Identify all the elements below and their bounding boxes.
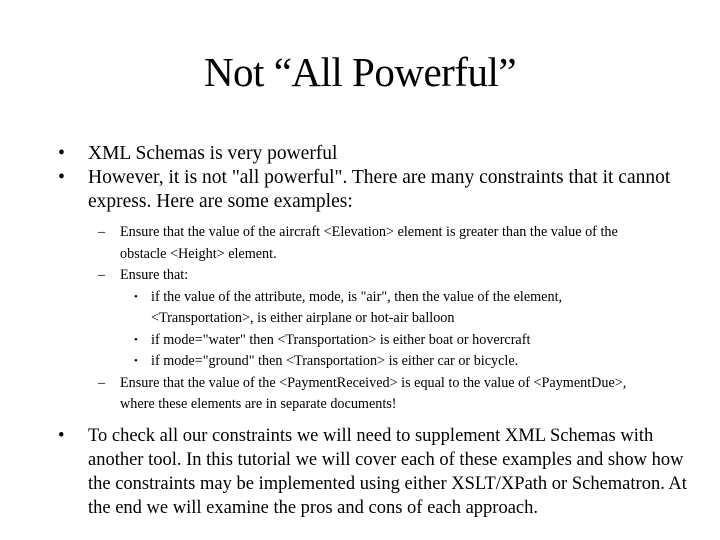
sub-sub-bullet-ground: [58, 351, 663, 373]
sub-sub-bullet-text: if mode="ground" then <Transportation> is either car or bicycle.: [151, 353, 519, 369]
sub-sub-bullet-air: [58, 287, 663, 330]
examples-list: [58, 222, 663, 416]
bullet-supplement-tool: [58, 424, 698, 520]
slide-title: Not “All Powerful”: [203, 49, 517, 95]
bullet-marker: •: [58, 425, 65, 446]
sub-bullet-elevation: [58, 222, 663, 265]
dot-marker: •: [134, 290, 138, 303]
bullet-marker: •: [58, 143, 65, 164]
sub-bullet-ensure-that: [58, 265, 663, 287]
bullet-marker: •: [58, 167, 65, 188]
bullet-not-all-powerful: [58, 166, 698, 214]
sub-sub-bullet-text: if the value of the attribute, mode, is "air", then the value of the element, <Transportation>, is either airplane or hot-air balloon: [151, 288, 563, 326]
bullet-text: XML Schemas is very powerful: [88, 143, 338, 164]
slide-body: [58, 142, 698, 520]
sub-bullet-text: Ensure that the value of the aircraft <Elevation> element is greater than the value of the obstacle <Height> element.: [120, 224, 618, 262]
sub-bullet-text: Ensure that:: [120, 267, 189, 283]
dot-marker: •: [134, 355, 138, 367]
dash-marker: –: [98, 267, 106, 283]
sub-bullet-text: Ensure that the value of the <PaymentReceived> is equal to the value of <PaymentDue>, where these elements are in separate documents!: [120, 374, 627, 412]
dash-marker: –: [98, 224, 106, 240]
bullet-text: To check all our constraints we will need to supplement XML Schemas with another tool. In this tutorial we will cover each of these examples and show how the constraints may be implemented using either XSLT/XPath or Schematron. At the end we will examine the pros and cons of each approach.: [88, 425, 687, 518]
sub-bullet-payment: [58, 373, 663, 416]
sub-sub-bullet-text: if mode="water" then <Transportation> is either boat or hovercraft: [151, 331, 531, 348]
dot-marker: •: [134, 333, 138, 346]
sub-sub-bullet-water: [58, 330, 663, 352]
bullet-schemas-powerful: [58, 142, 698, 166]
bullet-text: However, it is not "all powerful". There are many constraints that it cannot express. Here are some examples:: [88, 167, 671, 212]
dash-marker: –: [98, 374, 106, 391]
